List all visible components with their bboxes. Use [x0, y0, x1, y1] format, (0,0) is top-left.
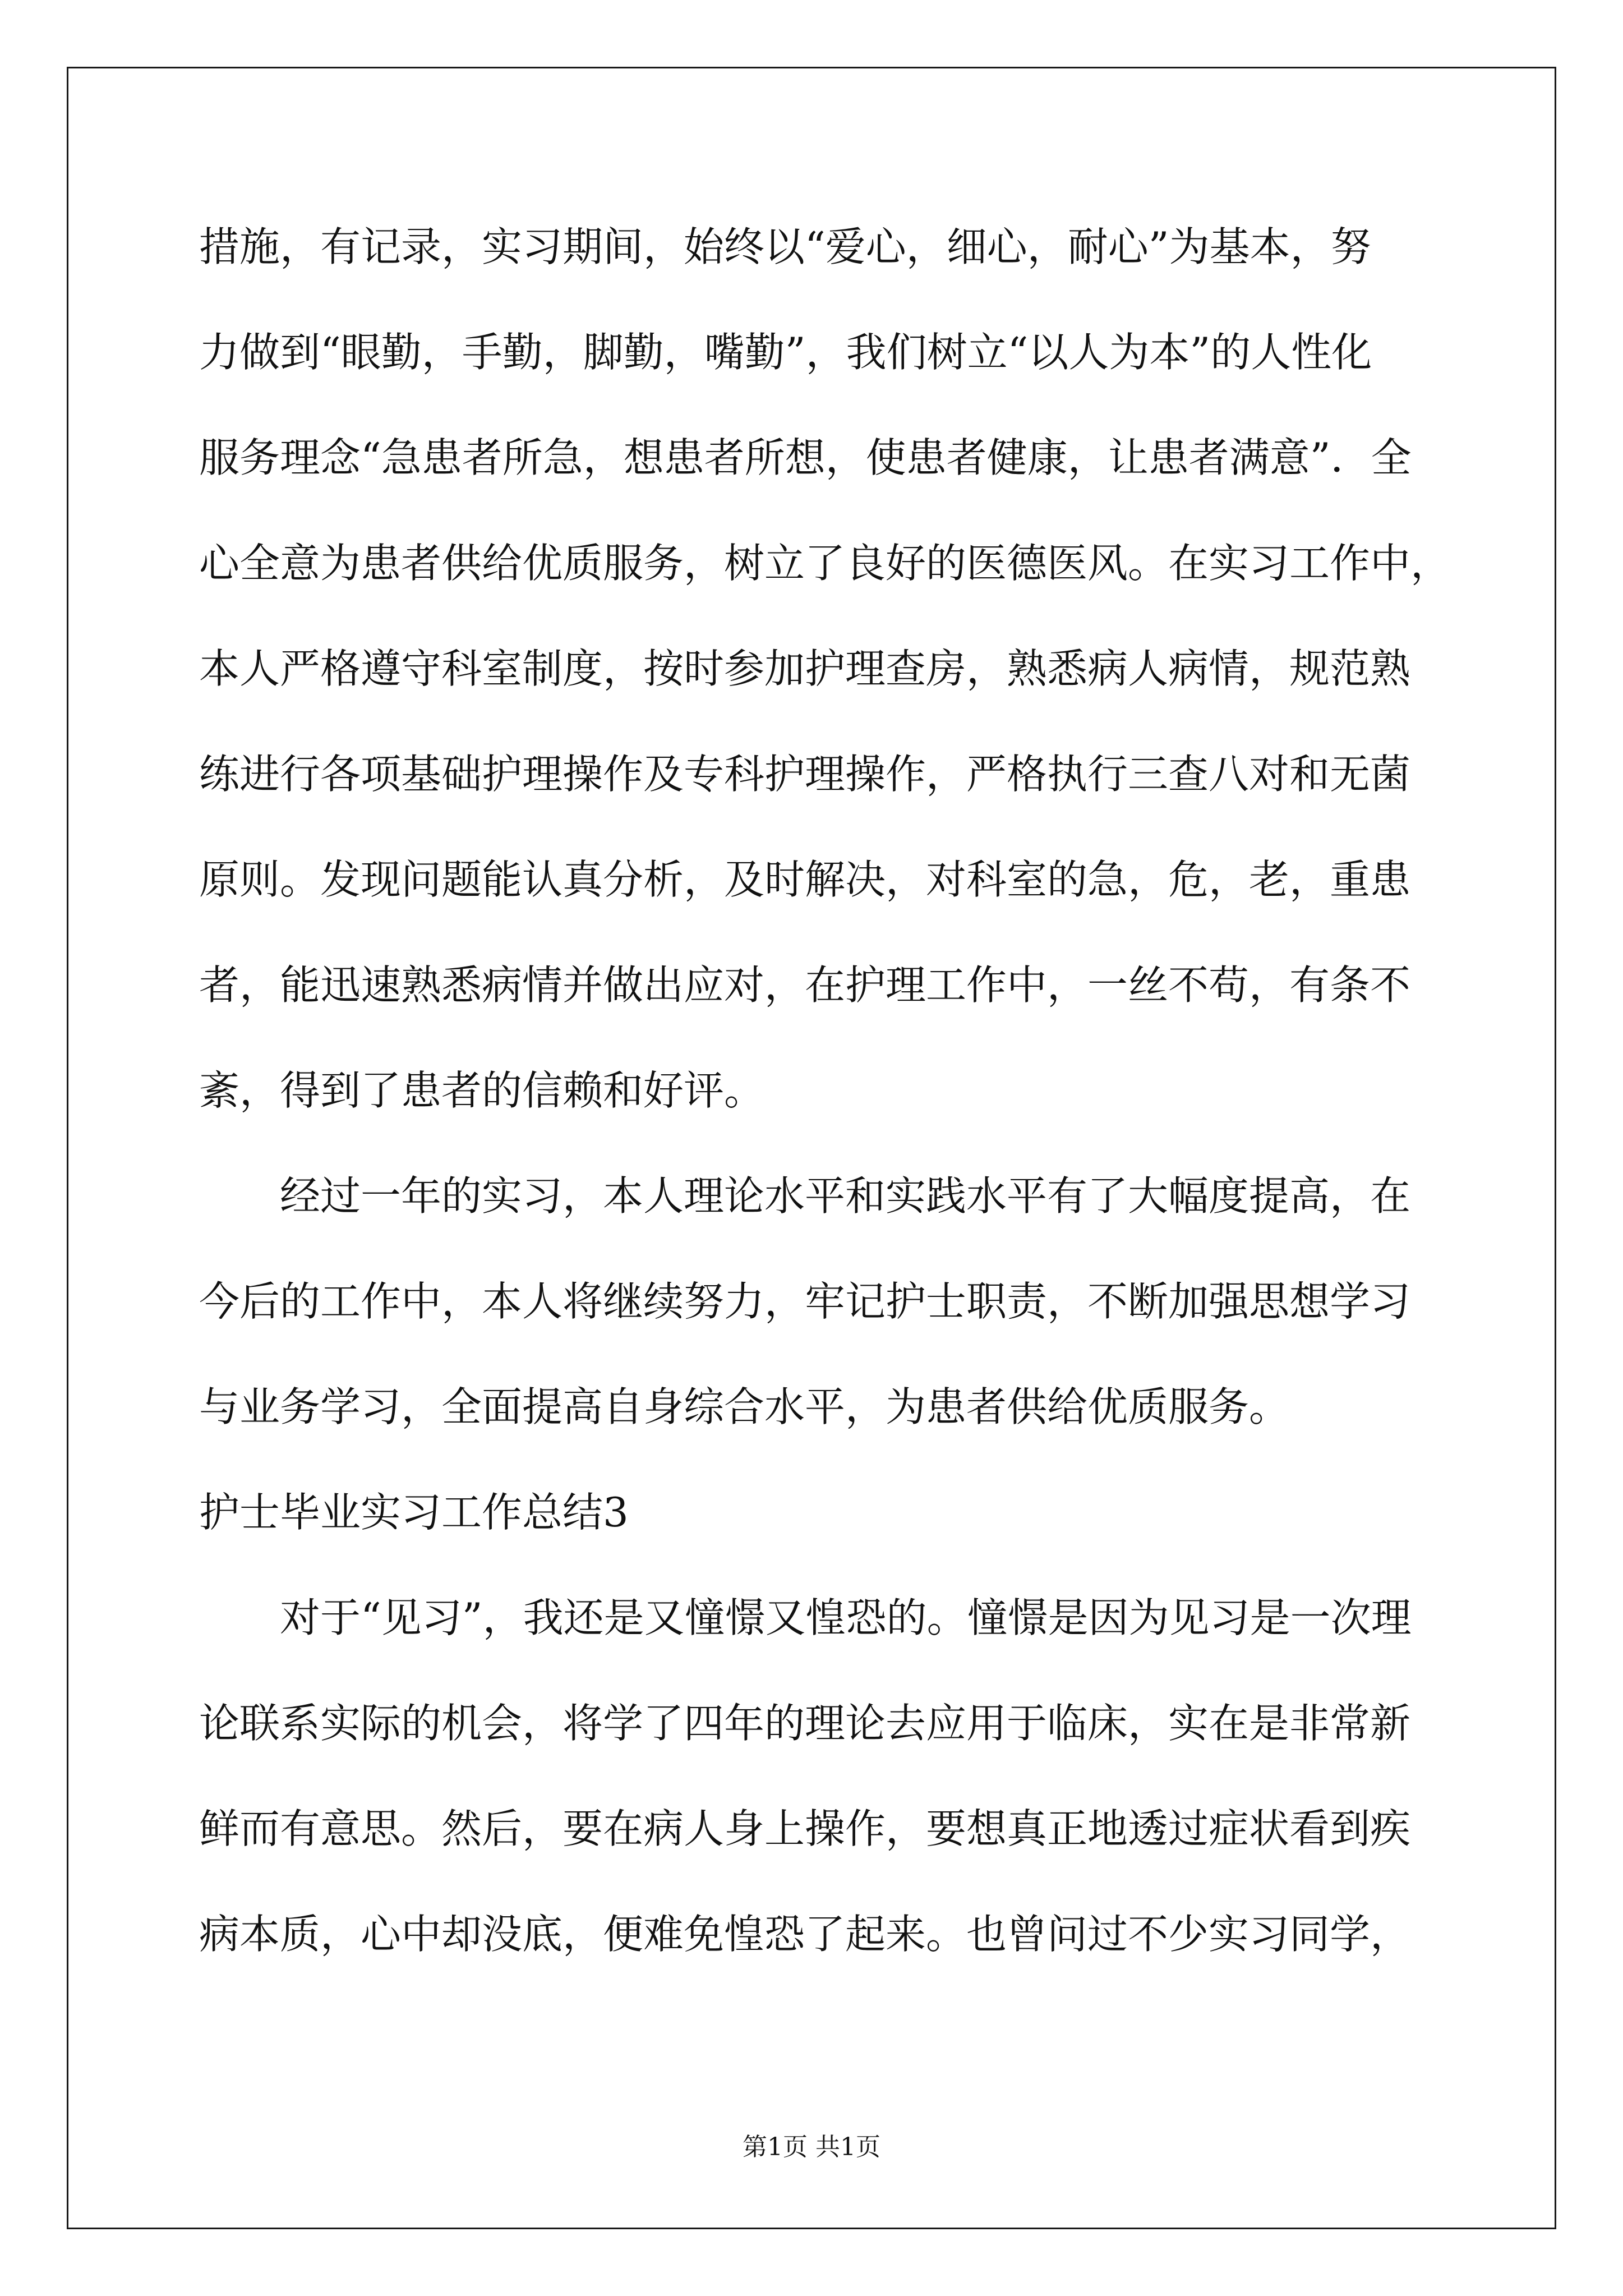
body-line: 今后的工作中，本人将继续努力，牢记护士职责，不断加强思想学习	[199, 1278, 1411, 1325]
body-line: 措施，有记录，实习期间，始终以“爱心，细心，耐心”为基本，努	[199, 223, 1371, 270]
body-line: 力做到“眼勤，手勤，脚勤，嘴勤”，我们树立“以人为本”的人性化	[199, 329, 1372, 376]
body-line: 紊，得到了患者的信赖和好评。	[199, 1067, 765, 1114]
body-line: 病本质，心中却没底，便难免惶恐了起来。也曾问过不少实习同学，	[199, 1911, 1411, 1958]
page-number-footer: 第1页 共1页	[743, 2133, 880, 2161]
body-line: 鲜而有意思。然后，要在病人身上操作，要想真正地透过症状看到疾	[199, 1805, 1411, 1852]
body-line: 练进行各项基础护理操作及专科护理操作，严格执行三查八对和无菌	[199, 751, 1411, 798]
section-heading: 护士毕业实习工作总结3	[199, 1489, 629, 1536]
body-line: 服务理念“急患者所急，想患者所想，使患者健康，让患者满意”．全	[199, 434, 1412, 481]
body-line: 心全意为患者供给优质服务，树立了良好的医德医风。在实习工作中，	[199, 540, 1451, 587]
body-line: 本人严格遵守科室制度，按时参加护理查房，熟悉病人病情，规范熟	[199, 645, 1411, 692]
paragraph-first-line: 经过一年的实习，本人理论水平和实践水平有了大幅度提高，在	[280, 1172, 1411, 1220]
body-line: 原则。发现问题能认真分析，及时解决，对科室的急，危，老，重患	[199, 856, 1411, 903]
body-line: 论联系实际的机会，将学了四年的理论去应用于临床，实在是非常新	[199, 1700, 1411, 1747]
paragraph-first-line: 对于“见习”，我还是又憧憬又惶恐的。憧憬是因为见习是一次理	[280, 1594, 1412, 1641]
body-line: 者，能迅速熟悉病情并做出应对，在护理工作中，一丝不苟，有条不	[199, 961, 1411, 1009]
body-line: 与业务学习，全面提高自身综合水平，为患者供给优质服务。	[199, 1383, 1290, 1430]
document-body	[199, 213, 1451, 2006]
